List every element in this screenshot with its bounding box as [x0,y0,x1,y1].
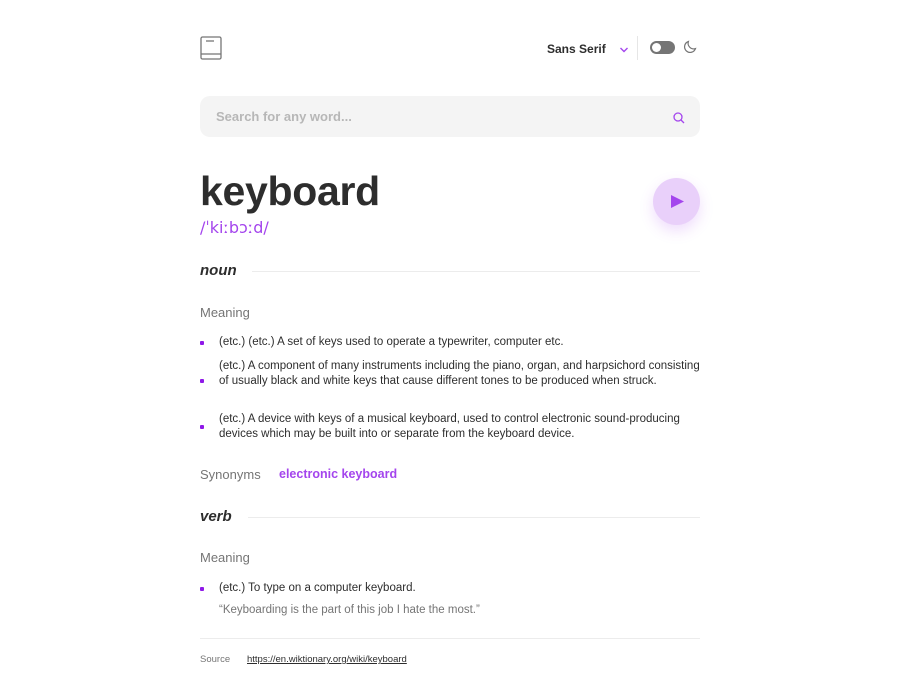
font-family-select[interactable] [547,39,630,59]
source-link[interactable]: https://en.wiktionary.org/wiki/keyboard [247,654,407,665]
book-icon[interactable] [200,36,222,60]
theme-toggle[interactable] [650,41,675,54]
source-label: Source [200,654,231,665]
meaning-heading: Meaning [200,305,250,320]
footer-divider [200,638,700,639]
bullet [200,587,204,591]
play-audio-button[interactable] [653,178,700,225]
font-family-label: Sans Serif [547,42,606,56]
search-icon[interactable] [673,111,685,123]
meaning-heading: Meaning [200,550,250,565]
synonyms-label: Synonyms [200,467,261,482]
search-bar [200,96,700,137]
word-title: keyboard [200,168,380,214]
part-of-speech-verb: verb [200,508,232,525]
bullet [200,341,204,345]
phonetic: /ˈkiːbɔːd/ [200,218,269,237]
search-input[interactable] [200,96,660,137]
moon-icon [683,40,697,54]
chevron-down-icon [618,43,630,55]
header [200,36,700,60]
definition-text: (etc.) To type on a computer keyboard. [219,582,416,594]
play-icon [670,194,685,209]
section-divider [248,517,700,518]
header-divider [637,36,638,60]
part-of-speech-noun: noun [200,262,237,279]
example-sentence: “Keyboarding is the part of this job I hate the most.” [219,604,480,616]
section-divider [252,271,700,272]
bullet [200,425,204,429]
synonym-link[interactable]: electronic keyboard [279,467,398,481]
dictionary-app [200,0,700,696]
definition-text: (etc.) A component of many instruments including the piano, organ, and harpsichord consisting of usually black and white keys that cause different tones to be produced when struck. [219,360,700,387]
bullet [200,379,204,383]
definition-text: (etc.) (etc.) A set of keys used to operate a typewriter, computer etc. [219,336,564,348]
definition-text: (etc.) A device with keys of a musical keyboard, used to control electronic sound-producing devices which may be built into or separate from the keyboard device. [219,413,680,440]
toggle-knob [652,43,661,52]
